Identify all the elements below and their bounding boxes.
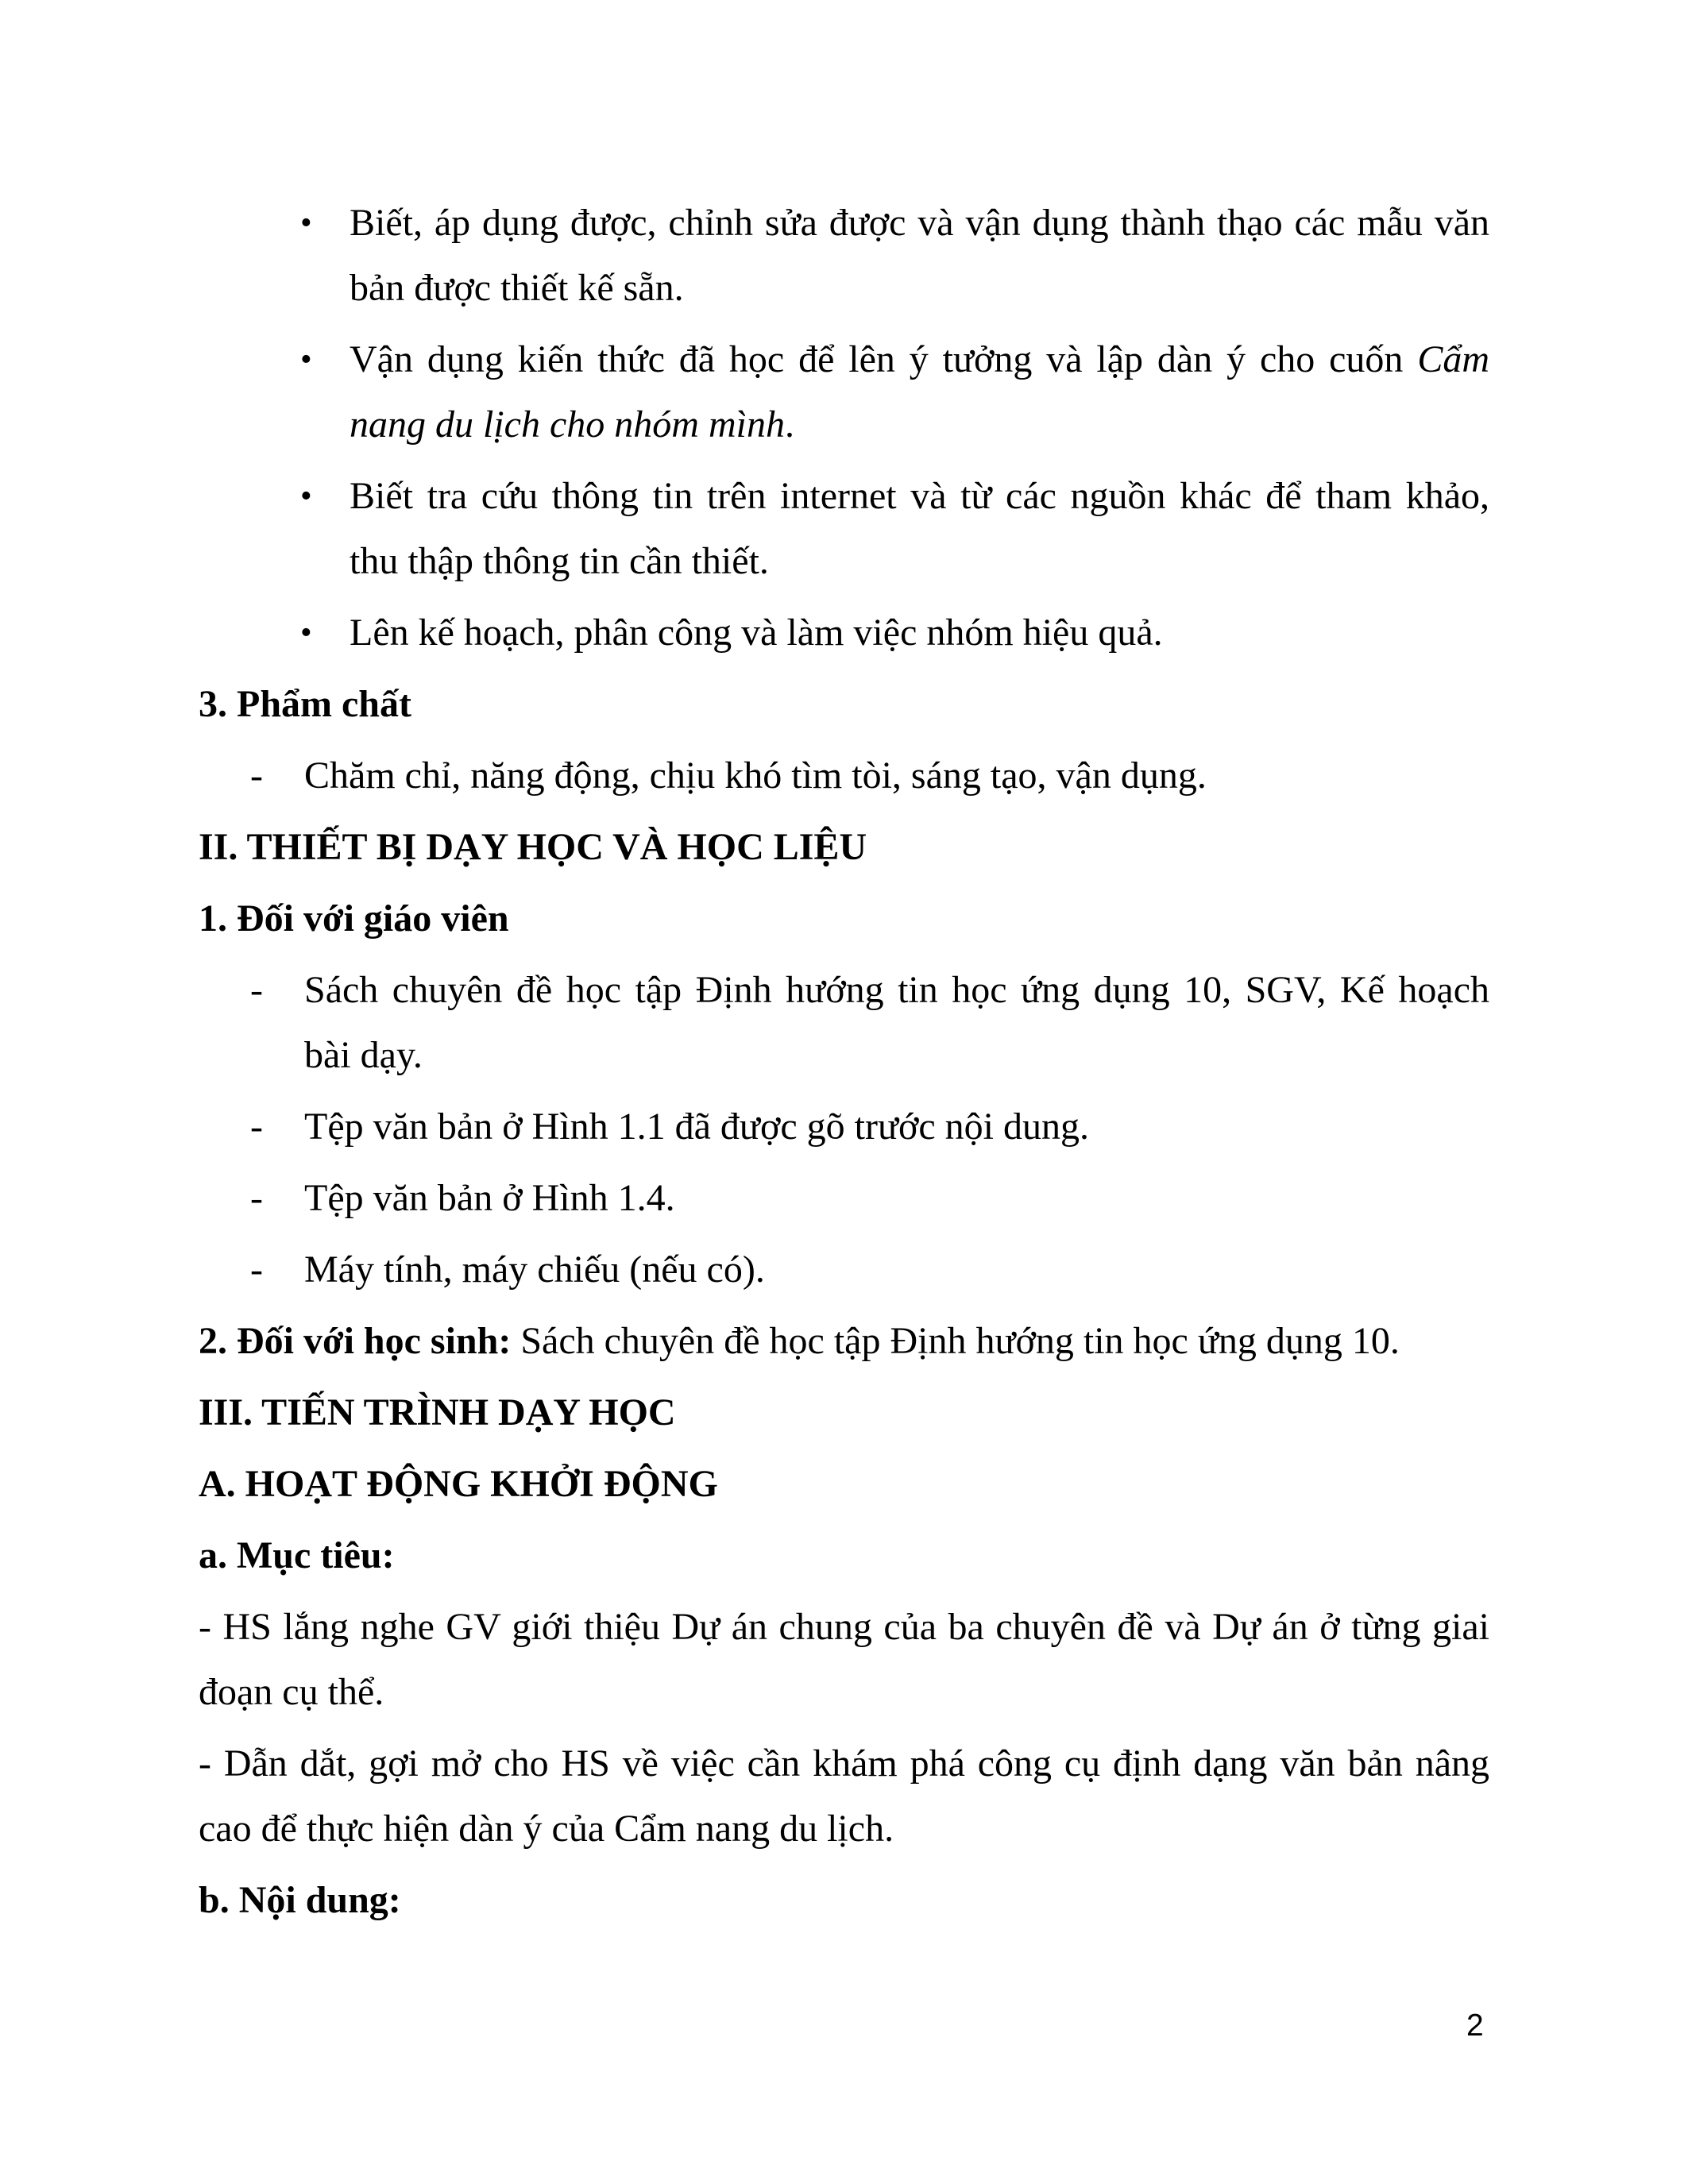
text-line (199, 743, 1489, 808)
text-segment: - HS lắng nghe GV giới thiệu Dự án chung của ba chuyên đề và Dự án ở từng giai (199, 1606, 1489, 1648)
heading-thiet-bi (199, 815, 1489, 880)
text-line (199, 464, 1489, 529)
paragraph-doi-voi-hoc-sinh (199, 1309, 1489, 1374)
heading-muc-tieu (199, 1523, 1489, 1588)
text-segment: Vận dụng kiến thức đã học để lên ý tưởng và lập dàn ý cho cuốn (350, 338, 1418, 380)
heading-tien-trinh (199, 1380, 1489, 1445)
text-segment: Chăm chỉ, năng động, chịu khó tìm tòi, sáng tạo, vận dụng. (304, 754, 1207, 797)
text-segment: - Dẫn dắt, gợi mở cho HS về việc cần khám phá công cụ định dạng văn bản nâng (199, 1742, 1489, 1785)
bullet-marker-icon: • (300, 478, 312, 515)
text-line (199, 1731, 1489, 1796)
paragraph-hs-lang-nghe (199, 1595, 1489, 1725)
text-line (199, 1868, 1489, 1933)
dash-item (199, 1237, 1489, 1302)
text-segment: Tệp văn bản ở Hình 1.1 đã được gõ trước nội dung. (304, 1106, 1089, 1148)
heading-pham-chat (199, 672, 1489, 737)
dash-marker-icon: - (250, 1248, 263, 1291)
bullet-marker-icon: • (300, 615, 312, 651)
text-line (199, 392, 1489, 457)
text-segment: Sách chuyên đề học tập Định hướng tin học ứng dụng 10, SGV, Kế hoạch (304, 969, 1489, 1011)
text-line (199, 600, 1489, 666)
heading-noi-dung (199, 1868, 1489, 1933)
paragraph-dan-dat (199, 1731, 1489, 1862)
text-line (199, 886, 1489, 951)
bullet-marker-icon: • (300, 341, 312, 378)
bullet-item (199, 191, 1489, 321)
text-segment: nang du lịch cho nhóm mình (350, 403, 785, 446)
text-segment: Lên kế hoạch, phân công và làm việc nhóm hiệu quả. (350, 612, 1163, 654)
text-line (199, 1094, 1489, 1160)
document-content (199, 191, 1489, 1939)
text-segment: A. HOẠT ĐỘNG KHỞI ĐỘNG (199, 1463, 718, 1505)
text-line (199, 1595, 1489, 1660)
bullet-item (199, 327, 1489, 457)
text-segment: Cẩm (1417, 338, 1489, 380)
text-segment: II. THIẾT BỊ DẠY HỌC VÀ HỌC LIỆU (199, 826, 867, 868)
dash-marker-icon: - (250, 1106, 263, 1148)
text-segment: 1. Đối với giáo viên (199, 897, 509, 940)
text-segment: Biết tra cứu thông tin trên internet và từ các nguồn khác để tham khảo, (350, 475, 1489, 517)
dash-item (199, 1166, 1489, 1231)
page-number: 2 (1466, 2008, 1484, 2043)
bullet-marker-icon: • (300, 205, 312, 241)
text-segment: III. TIẾN TRÌNH DẠY HỌC (199, 1391, 676, 1433)
text-segment: Tệp văn bản ở Hình 1.4. (304, 1177, 675, 1219)
text-segment: b. Nội dung: (199, 1879, 401, 1921)
text-line (199, 958, 1489, 1023)
text-line (199, 1237, 1489, 1302)
text-line (199, 327, 1489, 392)
text-line (199, 256, 1489, 321)
text-segment: cao để thực hiện dàn ý của Cẩm nang du lịch. (199, 1808, 894, 1850)
heading-hoat-dong-khoi-dong (199, 1452, 1489, 1517)
text-line (199, 1023, 1489, 1088)
text-line (199, 1166, 1489, 1231)
dash-item (199, 958, 1489, 1088)
text-segment: thu thập thông tin cần thiết. (350, 540, 769, 582)
bullet-item (199, 600, 1489, 666)
text-line (199, 1452, 1489, 1517)
text-segment: 2. Đối với học sinh: (199, 1320, 512, 1362)
text-segment: đoạn cụ thể. (199, 1671, 384, 1713)
dash-item (199, 1094, 1489, 1160)
text-segment: bài dạy. (304, 1034, 423, 1076)
text-line (199, 191, 1489, 256)
text-segment: Máy tính, máy chiếu (nếu có). (304, 1248, 765, 1291)
text-line (199, 1523, 1489, 1588)
dash-marker-icon: - (250, 1177, 263, 1219)
text-line (199, 672, 1489, 737)
heading-doi-voi-giao-vien (199, 886, 1489, 951)
text-segment: . (784, 403, 794, 446)
dash-marker-icon: - (250, 969, 263, 1011)
text-line (199, 1660, 1489, 1725)
text-line (199, 529, 1489, 594)
text-line (199, 1796, 1489, 1862)
text-line (199, 1380, 1489, 1445)
text-segment: Sách chuyên đề học tập Định hướng tin học ứng dụng 10. (511, 1320, 1400, 1362)
dash-marker-icon: - (250, 754, 263, 797)
text-segment: bản được thiết kế sẵn. (350, 267, 684, 309)
text-segment: 3. Phẩm chất (199, 683, 411, 725)
text-segment: a. Mục tiêu: (199, 1534, 395, 1576)
dash-item (199, 743, 1489, 808)
bullet-item (199, 464, 1489, 594)
text-line (199, 815, 1489, 880)
text-line (199, 1309, 1489, 1374)
text-segment: Biết, áp dụng được, chỉnh sửa được và vận dụng thành thạo các mẫu văn (350, 202, 1489, 244)
